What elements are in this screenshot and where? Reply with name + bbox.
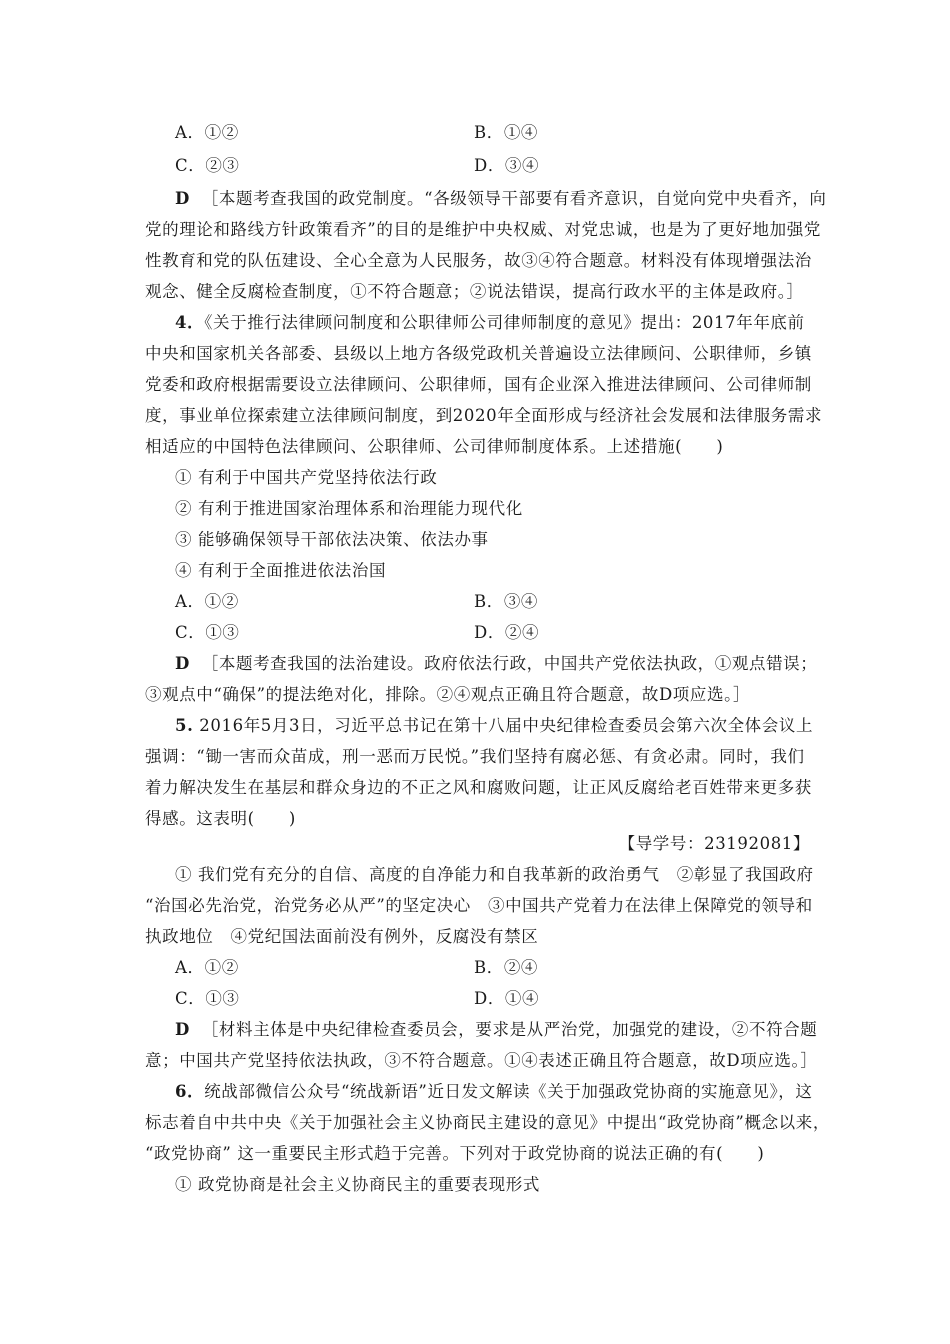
- q3-option-b: B．①④: [474, 123, 539, 142]
- q4-option-b: B．③④: [474, 592, 539, 611]
- q3-explanation-line: 观念、健全反腐检查制度，①不符合题意；②说法错误，提高行政水平的主体是政府。］: [145, 282, 804, 301]
- q6-stem-line: “政党协商” 这一重要民主形式趋于完善。下列对于政党协商的说法正确的有( ): [145, 1144, 765, 1163]
- q3-explanation-line: 党的理论和路线方针政策看齐”的目的是维护中央权威、对党忠诚，也是为了更好地加强党: [145, 220, 821, 239]
- q5-option-b: B．②④: [474, 958, 539, 977]
- q4-option-a: A．①②: [175, 592, 239, 611]
- q4-option-c: C．①③: [175, 623, 240, 642]
- q4-item: ① 有利于中国共产党坚持依法行政: [175, 468, 438, 487]
- q5-item-line: ① 我们党有充分的自信、高度的自净能力和自我革新的政治勇气 ②彰显了我国政府: [175, 865, 814, 884]
- q4-answer-letter: D: [175, 654, 190, 673]
- q6-item: ① 政党协商是社会主义协商民主的重要表现形式: [175, 1175, 540, 1194]
- q4-stem-line: [175, 312, 805, 334]
- q5-option-d: D．①④: [474, 989, 540, 1008]
- q5-option-a: A．①②: [175, 958, 239, 977]
- q5-stem-line: 着力解决发生在基层和群众身边的不正之风和腐败问题，让正风反腐给老百姓带来更多获: [145, 778, 812, 797]
- q5-stem-line: [175, 715, 813, 737]
- q5-number: 5.: [175, 716, 194, 735]
- q4-option-d: D．②④: [474, 623, 540, 642]
- q5-answer-letter: D: [175, 1020, 190, 1039]
- q4-stem-line: 度，事业单位探索建立法律顾问制度，到2020年全面形成与经济社会发展和法律服务需求: [145, 406, 823, 425]
- q5-item-line: 执政地位 ④党纪国法面前没有例外，反腐没有禁区: [145, 927, 539, 946]
- q6-stem-text: 统战部微信公众号“统战新语”近日发文解读《关于加强政党协商的实施意见》，这: [204, 1082, 813, 1101]
- q6-number: 6．: [175, 1082, 205, 1101]
- q4-stem-line: 中央和国家机关各部委、县级以上地方各级党政机关普遍设立法律顾问、公职律师，乡镇: [145, 344, 812, 363]
- q4-item: ③ 能够确保领导干部依法决策、依法办事: [175, 530, 489, 549]
- q3-option-a: A．①②: [175, 123, 239, 142]
- q5-item-line: “治国必先治党，治党务必从严”的坚定决心 ③中国共产党着力在法律上保障党的领导和: [145, 896, 813, 915]
- q3-explanation-line: [175, 188, 826, 210]
- q4-stem-text: 《关于推行法律顾问制度和公职律师公司律师制度的意见》提出：2017年年底前: [204, 313, 805, 332]
- q4-item: ④ 有利于全面推进依法治国: [175, 561, 387, 580]
- q3-explanation-line: 性教育和党的队伍建设、全心全意为人民服务，故③④符合题意。材料没有体现增强法治: [145, 251, 812, 270]
- q5-stem-line: 得感。这表明( ): [145, 809, 296, 828]
- q4-item: ② 有利于推进国家治理体系和治理能力现代化: [175, 499, 523, 518]
- q5-explanation-line: 意；中国共产党坚持依法执政，③不符合题意。①④表述正确且符合题意，故D项应选。］: [145, 1051, 818, 1070]
- q5-option-c: C．①③: [175, 989, 240, 1008]
- q4-explanation-line: ③观点中“确保”的提法绝对化，排除。②④观点正确且符合题意，故D项应选。］: [145, 685, 751, 704]
- q3-option-c: C．②③: [175, 156, 240, 175]
- q4-stem-line: 相适应的中国特色法律顾问、公职律师、公司律师制度体系。上述措施( ): [145, 437, 724, 456]
- guide-number: 【导学号：23192081】: [618, 834, 810, 853]
- q4-stem-line: 党委和政府根据需要设立法律顾问、公职律师，国有企业深入推进法律顾问、公司律师制: [145, 375, 812, 394]
- q3-option-d: D．③④: [474, 156, 540, 175]
- q4-number: 4．: [175, 313, 205, 332]
- q5-stem-text: 2016年5月3日，习近平总书记在第十八届中央纪律检查委员会第六次全体会议上: [199, 716, 814, 735]
- q5-explanation-line: [175, 1019, 817, 1041]
- q5-explanation-text: ［材料主体是中央纪律检查委员会，要求是从严治党，加强党的建设，②不符合题: [201, 1020, 818, 1039]
- q5-stem-line: 强调：“锄一害而众苗成，刑一恶而万民悦。”我们坚持有腐必惩、有贪必肃。同时，我们: [145, 747, 805, 766]
- q6-stem-line: 标志着自中共中央《关于加强社会主义协商民主建设的意见》中提出“政党协商”概念以来，: [145, 1113, 830, 1132]
- q3-explanation-text: ［本题考查我国的政党制度。“各级领导干部要有看齐意识，自觉向党中央看齐，向: [201, 189, 827, 208]
- q3-answer-letter: D: [175, 189, 190, 208]
- q6-stem-line: [175, 1081, 813, 1103]
- q4-explanation-line: [175, 653, 817, 675]
- q4-explanation-text: ［本题考查我国的法治建设。政府依法行政，中国共产党依法执政，①观点错误；: [201, 654, 818, 673]
